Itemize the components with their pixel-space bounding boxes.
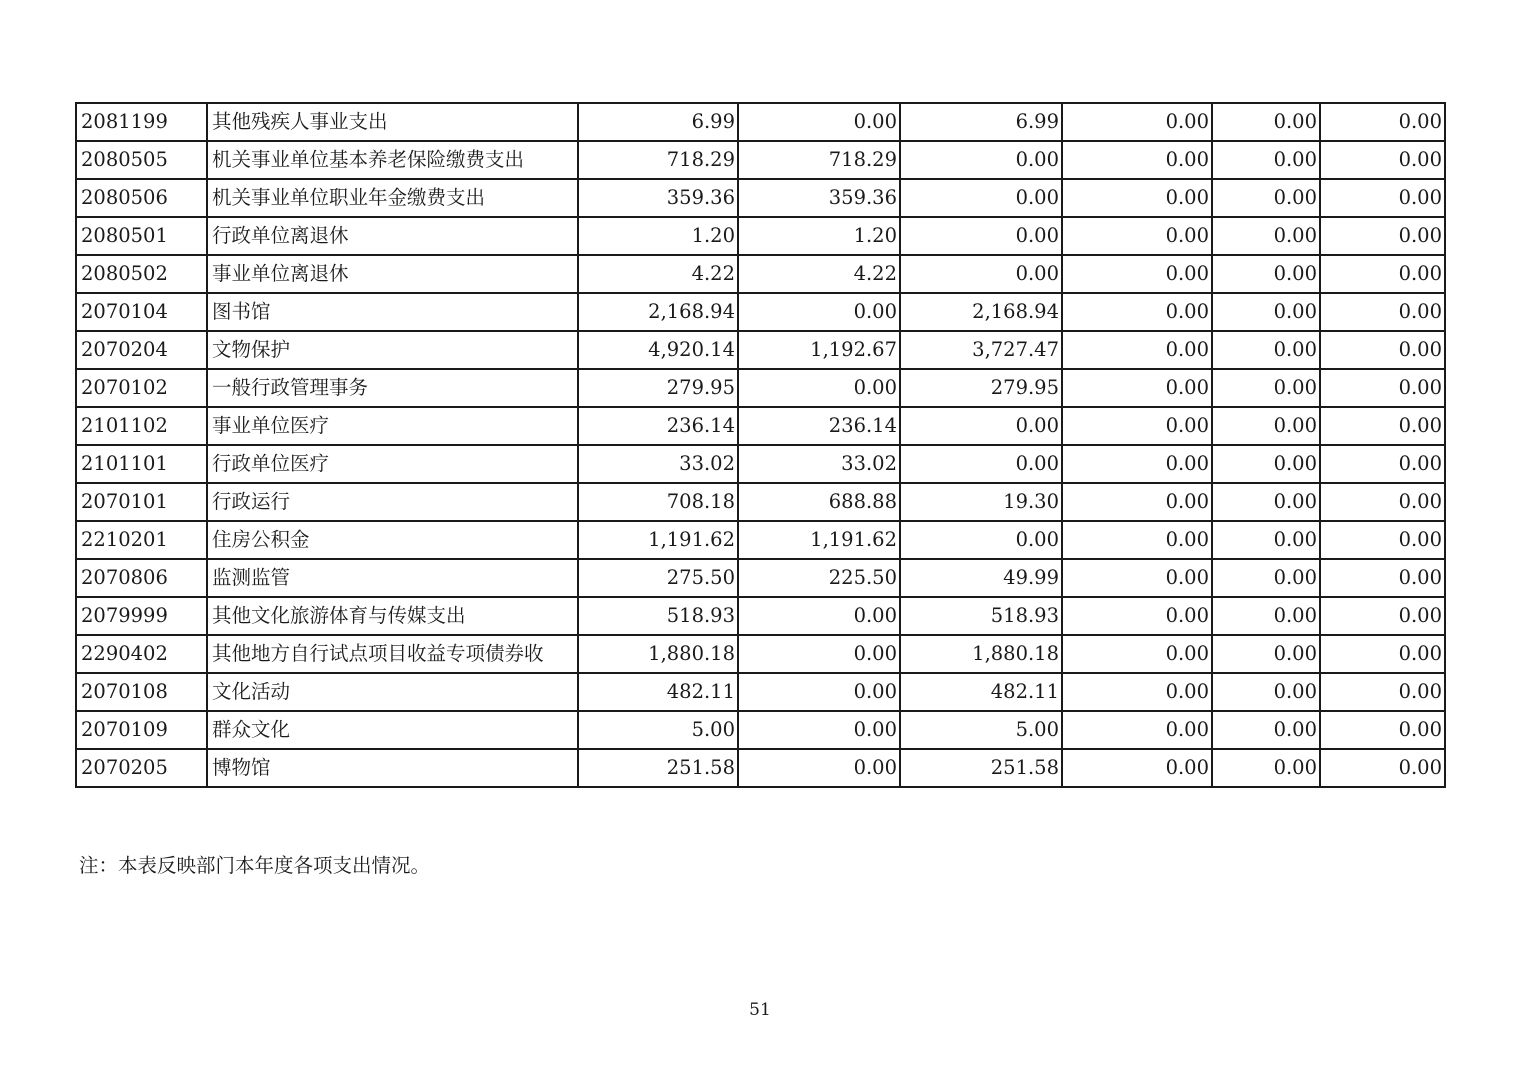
cell-amount-col-6: 0.00 bbox=[1320, 559, 1445, 597]
cell-amount-col-6: 0.00 bbox=[1320, 635, 1445, 673]
cell-amount-col-6: 0.00 bbox=[1320, 293, 1445, 331]
cell-amount-col-3: 6.99 bbox=[900, 103, 1062, 141]
cell-amount-col-5: 0.00 bbox=[1212, 179, 1320, 217]
cell-function-name: 其他文化旅游体育与传媒支出 bbox=[207, 597, 578, 635]
cell-function-code: 2070204 bbox=[76, 331, 207, 369]
cell-amount-col-4: 0.00 bbox=[1062, 293, 1212, 331]
cell-amount-col-4: 0.00 bbox=[1062, 521, 1212, 559]
cell-amount-col-3: 19.30 bbox=[900, 483, 1062, 521]
cell-amount-col-4: 0.00 bbox=[1062, 711, 1212, 749]
cell-amount-col-4: 0.00 bbox=[1062, 331, 1212, 369]
cell-amount-col-1: 482.11 bbox=[578, 673, 738, 711]
cell-amount-col-3: 0.00 bbox=[900, 255, 1062, 293]
cell-function-name: 文物保护 bbox=[207, 331, 578, 369]
cell-amount-col-2: 1,192.67 bbox=[738, 331, 900, 369]
page-number: 51 bbox=[749, 1000, 771, 1020]
cell-amount-col-1: 5.00 bbox=[578, 711, 738, 749]
cell-amount-col-5: 0.00 bbox=[1212, 445, 1320, 483]
cell-amount-col-5: 0.00 bbox=[1212, 255, 1320, 293]
cell-amount-col-3: 251.58 bbox=[900, 749, 1062, 787]
cell-amount-col-2: 225.50 bbox=[738, 559, 900, 597]
table-row bbox=[76, 255, 1445, 293]
cell-amount-col-2: 359.36 bbox=[738, 179, 900, 217]
cell-function-name: 监测监管 bbox=[207, 559, 578, 597]
cell-amount-col-5: 0.00 bbox=[1212, 521, 1320, 559]
cell-function-name: 行政运行 bbox=[207, 483, 578, 521]
cell-function-code: 2070109 bbox=[76, 711, 207, 749]
cell-amount-col-6: 0.00 bbox=[1320, 103, 1445, 141]
cell-amount-col-2: 236.14 bbox=[738, 407, 900, 445]
cell-amount-col-6: 0.00 bbox=[1320, 255, 1445, 293]
cell-function-name: 行政单位医疗 bbox=[207, 445, 578, 483]
cell-amount-col-1: 6.99 bbox=[578, 103, 738, 141]
table-body bbox=[76, 103, 1445, 787]
cell-function-name: 文化活动 bbox=[207, 673, 578, 711]
cell-amount-col-4: 0.00 bbox=[1062, 749, 1212, 787]
cell-amount-col-4: 0.00 bbox=[1062, 407, 1212, 445]
cell-function-code: 2101101 bbox=[76, 445, 207, 483]
table-row bbox=[76, 521, 1445, 559]
cell-amount-col-3: 482.11 bbox=[900, 673, 1062, 711]
table-row bbox=[76, 217, 1445, 255]
table-row bbox=[76, 293, 1445, 331]
cell-amount-col-6: 0.00 bbox=[1320, 407, 1445, 445]
cell-function-code: 2070205 bbox=[76, 749, 207, 787]
cell-amount-col-6: 0.00 bbox=[1320, 597, 1445, 635]
table-note: 注：本表反映部门本年度各项支出情况。 bbox=[79, 854, 431, 877]
cell-amount-col-3: 2,168.94 bbox=[900, 293, 1062, 331]
cell-amount-col-4: 0.00 bbox=[1062, 635, 1212, 673]
expense-table bbox=[75, 102, 1446, 788]
cell-amount-col-5: 0.00 bbox=[1212, 141, 1320, 179]
cell-amount-col-5: 0.00 bbox=[1212, 217, 1320, 255]
cell-amount-col-1: 251.58 bbox=[578, 749, 738, 787]
cell-amount-col-2: 0.00 bbox=[738, 103, 900, 141]
cell-function-name: 博物馆 bbox=[207, 749, 578, 787]
cell-amount-col-2: 0.00 bbox=[738, 673, 900, 711]
cell-function-name: 行政单位离退休 bbox=[207, 217, 578, 255]
cell-amount-col-6: 0.00 bbox=[1320, 673, 1445, 711]
cell-amount-col-4: 0.00 bbox=[1062, 369, 1212, 407]
cell-amount-col-5: 0.00 bbox=[1212, 559, 1320, 597]
cell-amount-col-2: 33.02 bbox=[738, 445, 900, 483]
cell-function-name: 群众文化 bbox=[207, 711, 578, 749]
cell-amount-col-3: 0.00 bbox=[900, 179, 1062, 217]
cell-amount-col-4: 0.00 bbox=[1062, 483, 1212, 521]
table-row bbox=[76, 141, 1445, 179]
cell-amount-col-6: 0.00 bbox=[1320, 217, 1445, 255]
cell-amount-col-5: 0.00 bbox=[1212, 597, 1320, 635]
cell-amount-col-5: 0.00 bbox=[1212, 407, 1320, 445]
cell-amount-col-4: 0.00 bbox=[1062, 559, 1212, 597]
cell-amount-col-4: 0.00 bbox=[1062, 445, 1212, 483]
cell-amount-col-1: 236.14 bbox=[578, 407, 738, 445]
table-row bbox=[76, 445, 1445, 483]
cell-amount-col-4: 0.00 bbox=[1062, 141, 1212, 179]
cell-amount-col-4: 0.00 bbox=[1062, 597, 1212, 635]
table-row bbox=[76, 103, 1445, 141]
cell-amount-col-1: 1.20 bbox=[578, 217, 738, 255]
cell-function-code: 2079999 bbox=[76, 597, 207, 635]
table-row bbox=[76, 749, 1445, 787]
cell-amount-col-2: 1.20 bbox=[738, 217, 900, 255]
table-row bbox=[76, 331, 1445, 369]
cell-function-name: 事业单位医疗 bbox=[207, 407, 578, 445]
cell-amount-col-4: 0.00 bbox=[1062, 255, 1212, 293]
cell-amount-col-6: 0.00 bbox=[1320, 331, 1445, 369]
cell-function-name: 机关事业单位基本养老保险缴费支出 bbox=[207, 141, 578, 179]
cell-function-code: 2080502 bbox=[76, 255, 207, 293]
cell-amount-col-3: 0.00 bbox=[900, 445, 1062, 483]
cell-amount-col-3: 3,727.47 bbox=[900, 331, 1062, 369]
table-row bbox=[76, 369, 1445, 407]
cell-amount-col-5: 0.00 bbox=[1212, 103, 1320, 141]
cell-amount-col-5: 0.00 bbox=[1212, 293, 1320, 331]
cell-function-name: 一般行政管理事务 bbox=[207, 369, 578, 407]
table-row bbox=[76, 407, 1445, 445]
cell-amount-col-1: 1,191.62 bbox=[578, 521, 738, 559]
cell-function-code: 2070102 bbox=[76, 369, 207, 407]
cell-amount-col-3: 49.99 bbox=[900, 559, 1062, 597]
cell-function-code: 2101102 bbox=[76, 407, 207, 445]
table-row bbox=[76, 179, 1445, 217]
cell-amount-col-5: 0.00 bbox=[1212, 331, 1320, 369]
cell-function-name: 其他残疾人事业支出 bbox=[207, 103, 578, 141]
cell-amount-col-4: 0.00 bbox=[1062, 103, 1212, 141]
cell-amount-col-6: 0.00 bbox=[1320, 749, 1445, 787]
cell-function-code: 2080505 bbox=[76, 141, 207, 179]
cell-function-name: 住房公积金 bbox=[207, 521, 578, 559]
cell-amount-col-6: 0.00 bbox=[1320, 483, 1445, 521]
cell-amount-col-3: 279.95 bbox=[900, 369, 1062, 407]
cell-amount-col-1: 518.93 bbox=[578, 597, 738, 635]
table-row bbox=[76, 673, 1445, 711]
cell-amount-col-6: 0.00 bbox=[1320, 521, 1445, 559]
table-row bbox=[76, 635, 1445, 673]
cell-amount-col-1: 33.02 bbox=[578, 445, 738, 483]
cell-amount-col-1: 708.18 bbox=[578, 483, 738, 521]
cell-function-name: 图书馆 bbox=[207, 293, 578, 331]
table-row bbox=[76, 559, 1445, 597]
cell-function-code: 2070108 bbox=[76, 673, 207, 711]
cell-amount-col-5: 0.00 bbox=[1212, 483, 1320, 521]
cell-amount-col-3: 1,880.18 bbox=[900, 635, 1062, 673]
cell-amount-col-6: 0.00 bbox=[1320, 445, 1445, 483]
cell-amount-col-3: 518.93 bbox=[900, 597, 1062, 635]
cell-function-code: 2210201 bbox=[76, 521, 207, 559]
cell-amount-col-5: 0.00 bbox=[1212, 673, 1320, 711]
cell-amount-col-2: 1,191.62 bbox=[738, 521, 900, 559]
cell-amount-col-2: 688.88 bbox=[738, 483, 900, 521]
cell-amount-col-1: 359.36 bbox=[578, 179, 738, 217]
cell-amount-col-3: 0.00 bbox=[900, 141, 1062, 179]
cell-amount-col-2: 0.00 bbox=[738, 369, 900, 407]
cell-amount-col-1: 279.95 bbox=[578, 369, 738, 407]
cell-amount-col-3: 0.00 bbox=[900, 217, 1062, 255]
cell-function-code: 2070104 bbox=[76, 293, 207, 331]
cell-function-name: 其他地方自行试点项目收益专项债券收 bbox=[207, 635, 578, 673]
cell-amount-col-2: 0.00 bbox=[738, 749, 900, 787]
cell-function-code: 2070806 bbox=[76, 559, 207, 597]
cell-amount-col-2: 0.00 bbox=[738, 597, 900, 635]
cell-amount-col-6: 0.00 bbox=[1320, 141, 1445, 179]
table-row bbox=[76, 597, 1445, 635]
cell-amount-col-2: 0.00 bbox=[738, 635, 900, 673]
cell-amount-col-1: 275.50 bbox=[578, 559, 738, 597]
cell-amount-col-1: 4.22 bbox=[578, 255, 738, 293]
cell-amount-col-6: 0.00 bbox=[1320, 369, 1445, 407]
cell-function-code: 2080501 bbox=[76, 217, 207, 255]
cell-function-code: 2070101 bbox=[76, 483, 207, 521]
cell-amount-col-2: 718.29 bbox=[738, 141, 900, 179]
cell-amount-col-1: 4,920.14 bbox=[578, 331, 738, 369]
cell-amount-col-1: 1,880.18 bbox=[578, 635, 738, 673]
cell-amount-col-5: 0.00 bbox=[1212, 369, 1320, 407]
cell-amount-col-3: 0.00 bbox=[900, 407, 1062, 445]
cell-amount-col-2: 0.00 bbox=[738, 711, 900, 749]
cell-amount-col-6: 0.00 bbox=[1320, 179, 1445, 217]
cell-amount-col-1: 2,168.94 bbox=[578, 293, 738, 331]
cell-function-name: 机关事业单位职业年金缴费支出 bbox=[207, 179, 578, 217]
cell-amount-col-2: 0.00 bbox=[738, 293, 900, 331]
cell-function-code: 2290402 bbox=[76, 635, 207, 673]
cell-function-code: 2080506 bbox=[76, 179, 207, 217]
cell-amount-col-3: 0.00 bbox=[900, 521, 1062, 559]
table-row bbox=[76, 483, 1445, 521]
cell-amount-col-2: 4.22 bbox=[738, 255, 900, 293]
cell-function-code: 2081199 bbox=[76, 103, 207, 141]
cell-amount-col-5: 0.00 bbox=[1212, 749, 1320, 787]
table-row bbox=[76, 711, 1445, 749]
cell-amount-col-5: 0.00 bbox=[1212, 711, 1320, 749]
cell-amount-col-4: 0.00 bbox=[1062, 179, 1212, 217]
cell-function-name: 事业单位离退休 bbox=[207, 255, 578, 293]
cell-amount-col-4: 0.00 bbox=[1062, 217, 1212, 255]
cell-amount-col-3: 5.00 bbox=[900, 711, 1062, 749]
cell-amount-col-4: 0.00 bbox=[1062, 673, 1212, 711]
cell-amount-col-1: 718.29 bbox=[578, 141, 738, 179]
cell-amount-col-5: 0.00 bbox=[1212, 635, 1320, 673]
cell-amount-col-6: 0.00 bbox=[1320, 711, 1445, 749]
